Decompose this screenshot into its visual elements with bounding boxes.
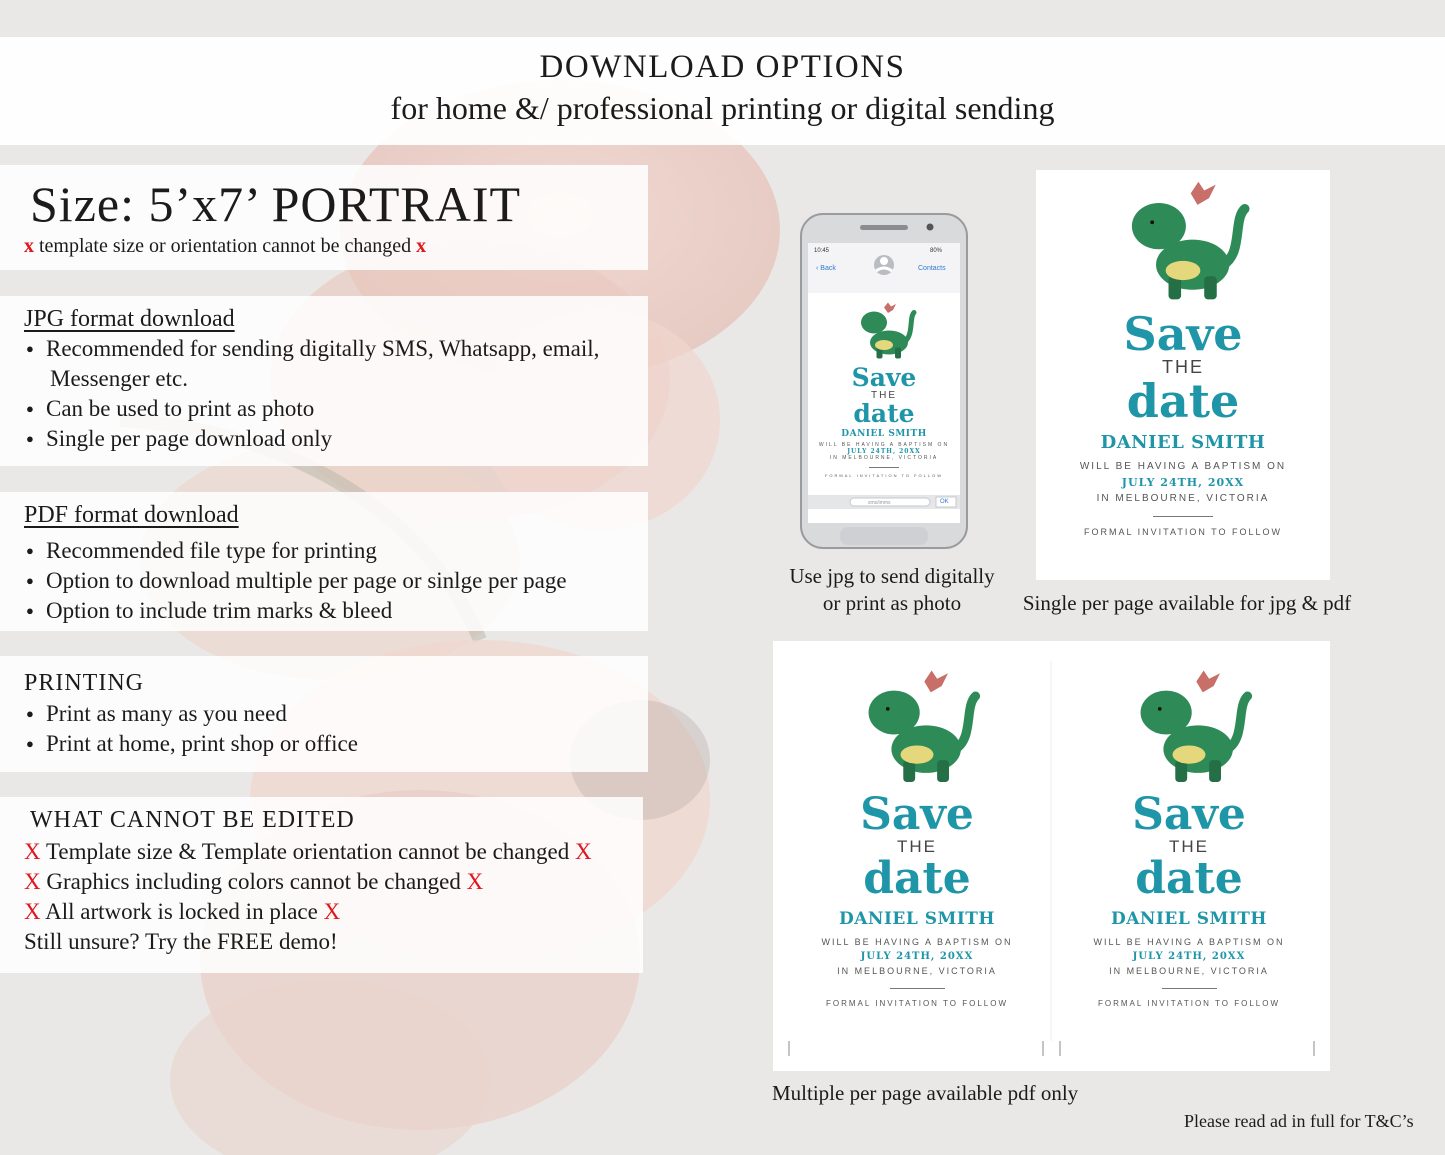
list-item: ● Recommended for sending digitally SMS, Whatsapp, email, Messenger etc. <box>26 334 599 394</box>
list-item: X Graphics including colors cannot be changed X <box>24 869 484 894</box>
size-panel <box>0 165 648 270</box>
phone-ok-button[interactable]: OK <box>940 499 949 505</box>
phone-time: 10:45 <box>814 248 830 254</box>
dinosaur-icon <box>1108 176 1258 311</box>
single-invite-card <box>1036 170 1330 580</box>
invite-line: WILL BE HAVING A BAPTISM ON <box>821 937 1013 947</box>
invite-line: JULY 24TH, 20XX <box>1121 476 1245 489</box>
invite-name: DANIEL SMITH <box>1100 432 1266 453</box>
phone-contacts-button[interactable]: Contacts <box>918 265 946 272</box>
pdf-list <box>26 536 567 626</box>
single-caption: Single per page available for jpg & pdf <box>1022 591 1352 615</box>
terms-note: Please read ad in full for T&C’s <box>1184 1111 1414 1131</box>
divider <box>1153 516 1213 517</box>
jpg-list <box>26 334 599 454</box>
phone-battery: 80% <box>930 248 943 254</box>
divider <box>869 467 899 468</box>
printing-title: PRINTING <box>24 670 144 696</box>
cannot-edit-title: WHAT CANNOT BE EDITED <box>30 807 355 833</box>
phone-back-button[interactable]: ‹ Back <box>816 265 836 272</box>
invite-date-text: date <box>1135 853 1243 904</box>
invite-name: DANIEL SMITH <box>1110 909 1267 929</box>
invite-line: FORMAL INVITATION TO FOLLOW <box>825 999 1008 1008</box>
invite-line: WILL BE HAVING A BAPTISM ON <box>818 442 950 448</box>
cannot-edit-lines <box>24 837 592 957</box>
invite-line: IN MELBOURNE, VICTORIA <box>1109 966 1269 976</box>
invite-date-text: date <box>1126 374 1240 428</box>
invite-date-text: date <box>863 853 971 904</box>
page-title: DOWNLOAD OPTIONS <box>539 49 906 85</box>
size-title: Size: 5’x7’ PORTRAIT <box>30 176 522 232</box>
invite-line: FORMAL INVITATION TO FOLLOW <box>1097 999 1280 1008</box>
page-subtitle: for home &/ professional printing or digital sending <box>390 90 1055 126</box>
invite-name: DANIEL SMITH <box>838 909 995 929</box>
phone-invite <box>808 293 960 478</box>
x-mark-icon: x <box>416 235 427 257</box>
phone-mockup <box>800 213 968 554</box>
invite-the-text: THE <box>1162 357 1204 377</box>
dinosaur-icon <box>849 295 919 365</box>
invite-line: WILL BE HAVING A BAPTISM ON <box>1079 461 1287 472</box>
size-note-text: template size or orientation cannot be changed <box>39 235 412 257</box>
phone-caption: Use jpg to send digitally or print as photo <box>789 564 995 615</box>
invite-line: JULY 24TH, 20XX <box>1132 951 1246 962</box>
list-item: ● Print as many as you need <box>26 699 358 729</box>
invite-save-text: Save <box>1123 307 1243 361</box>
size-note <box>24 235 426 258</box>
list-item: ● Option to download multiple per page or sinlge per page <box>26 566 567 596</box>
invite-line: JULY 24TH, 20XX <box>847 448 921 455</box>
trim-marks <box>773 641 1330 1071</box>
invite-save-text: Save <box>1132 789 1246 840</box>
pdf-title: PDF format download <box>24 502 239 528</box>
demo-note: Still unsure? Try the FREE demo! <box>24 929 338 954</box>
jpg-panel <box>0 296 648 466</box>
invite-save-text: Save <box>860 789 974 840</box>
invite-the-text: THE <box>897 837 937 856</box>
phone-message-input[interactable]: sms/imms <box>868 500 891 506</box>
pdf-panel <box>0 492 648 631</box>
list-item: X All artwork is locked in place X <box>24 899 341 924</box>
invite-name: DANIEL SMITH <box>841 429 927 439</box>
list-item: ● Single per page download only <box>26 424 599 454</box>
invite-line: IN MELBOURNE, VICTORIA <box>829 455 939 461</box>
printing-panel <box>0 656 648 772</box>
cannot-edit-panel <box>0 797 643 973</box>
x-mark-icon: x <box>24 235 34 257</box>
list-item: ● Recommended file type for printing <box>26 536 567 566</box>
invite-line: FORMAL INVITATION TO FOLLOW <box>1083 527 1282 537</box>
jpg-title: JPG format download <box>24 306 235 332</box>
list-item: ● Print at home, print shop or office <box>26 729 358 759</box>
invite-line: IN MELBOURNE, VICTORIA <box>1096 493 1270 504</box>
invite-line: JULY 24TH, 20XX <box>860 951 974 962</box>
list-item: ● Option to include trim marks & bleed <box>26 596 567 626</box>
invite-date-text: date <box>853 399 915 428</box>
list-item: ● Can be used to print as photo <box>26 394 599 424</box>
invite-the-text: THE <box>871 390 897 401</box>
invite-line: WILL BE HAVING A BAPTISM ON <box>1093 937 1285 947</box>
printing-list <box>26 699 358 759</box>
multiple-caption: Multiple per page available pdf only <box>772 1081 1079 1105</box>
invite-line: FORMAL INVITATION TO FOLLOW <box>824 473 943 478</box>
invite-save-text: Save <box>851 363 917 392</box>
header-banner <box>0 37 1445 145</box>
multiple-invite-card <box>773 641 1330 1071</box>
invite-line: IN MELBOURNE, VICTORIA <box>837 966 997 976</box>
invite-the-text: THE <box>1169 837 1209 856</box>
list-item: X Template size & Template orientation cannot be changed X <box>24 839 592 864</box>
